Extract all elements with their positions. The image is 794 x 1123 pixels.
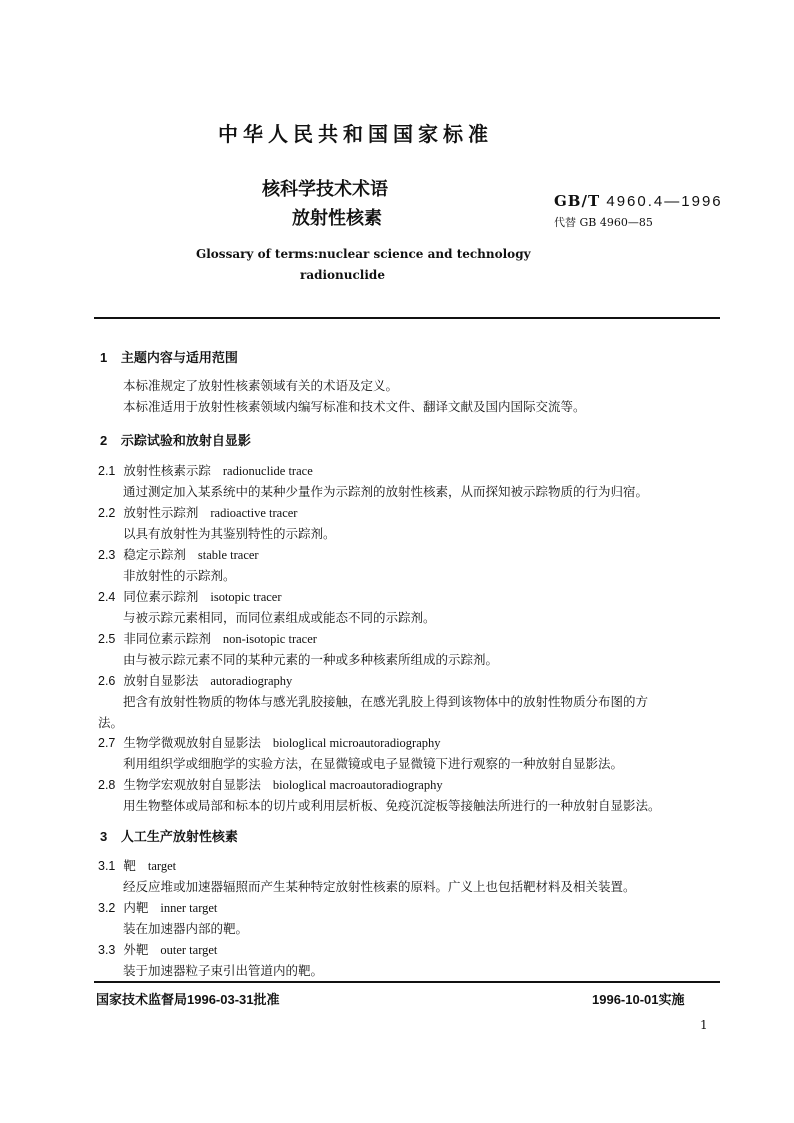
section-heading [100,826,238,845]
approval-org: 国家技术监督局 [96,993,188,1008]
term-cn: 内靶 [123,900,149,915]
standard-number-value: 4960.4—1996 [606,193,723,210]
approval-date: 1996-03-31 [187,992,254,1007]
section-number: 3 [100,829,108,844]
term-en: biologlical microautoradiography [272,736,441,750]
section-number: 2 [100,433,108,448]
replaces-note: 代替 GB 4960—85 [554,216,653,229]
term-en: stable tracer [197,548,259,562]
term-number: 3.3 [98,943,116,957]
standard-subtitle-en: radionuclide [300,268,385,282]
term-number: 3.2 [98,901,116,915]
term-number: 2.4 [98,590,116,604]
section-title: 示踪试验和放射自显影 [120,434,251,449]
term-cn: 放射性示踪剂 [123,505,199,520]
term-en: inner target [160,901,218,915]
paragraph: 本标准规定了放射性核素领域有关的术语及定义。 [123,378,399,393]
term-en: isotopic tracer [210,590,282,604]
section-title: 人工生产放射性核素 [120,830,238,845]
term-definition-continued: 法。 [98,715,124,730]
term-entry [98,461,313,479]
effective-statement [592,989,685,1008]
term-cn: 放射性核素示踪 [123,463,211,478]
term-definition: 把含有放射性物质的物体与感光乳胶接触，在感光乳胶上得到该物体中的放射性物质分布图的方 [123,694,649,709]
page-number: 1 [700,1018,708,1032]
standard-title-cn: 核科学技术术语 [262,179,388,200]
term-cn: 靶 [123,858,136,873]
term-en: non-isotopic tracer [222,632,317,646]
term-cn: 生物学微观放射自显影法 [123,735,261,750]
footer-divider [94,981,720,983]
term-cn: 非同位素示踪剂 [123,631,211,646]
term-number: 2.5 [98,632,116,646]
approval-statement [96,989,280,1008]
term-cn: 生物学宏观放射自显影法 [123,777,261,792]
paragraph: 本标准适用于放射性核素领域内编写标准和技术文件、翻译文献及国内国际交流等。 [123,399,586,414]
term-definition: 以具有放射性为其鉴别特性的示踪剂。 [123,526,336,541]
term-cn: 放射自显影法 [123,673,199,688]
term-en: target [147,859,177,873]
term-definition: 通过测定加入某系统中的某种少量作为示踪剂的放射性核素，从而探知被示踪物质的行为归宿。 [123,484,649,499]
term-en: radioactive tracer [210,506,298,520]
term-entry [98,775,443,793]
term-entry [98,545,259,563]
effective-label: 实施 [658,993,685,1008]
standard-prefix: GB/T [554,192,601,210]
effective-date: 1996-10-01 [592,992,659,1007]
approval-label: 批准 [253,993,280,1008]
term-number: 2.6 [98,674,116,688]
section-heading [100,347,238,366]
standard-number [554,192,723,210]
term-en: radionuclide trace [222,464,313,478]
term-cn: 外靶 [123,942,149,957]
term-number: 2.2 [98,506,116,520]
section-title: 主题内容与适用范围 [120,351,238,366]
term-definition: 经反应堆或加速器辐照而产生某种特定放射性核素的原料。广义上也包括靶材料及相关装置。 [123,879,636,894]
term-entry [98,587,282,605]
term-entry [98,629,317,647]
standard-subtitle-cn: 放射性核素 [292,208,382,229]
term-entry [98,856,176,874]
standard-title-en: Glossary of terms:nuclear science and technology [196,247,531,261]
term-cn: 同位素示踪剂 [123,589,199,604]
term-number: 3.1 [98,859,116,873]
term-en: autoradiography [210,674,293,688]
term-en: biologlical macroautoradiography [272,778,443,792]
term-definition: 非放射性的示踪剂。 [123,568,236,583]
section-heading [100,430,251,449]
term-definition: 利用组织学或细胞学的实验方法，在显微镜或电子显微镜下进行观察的一种放射自显影法。 [123,756,624,771]
term-number: 2.7 [98,736,116,750]
term-entry [98,503,297,521]
header-divider [94,317,720,319]
term-entry [98,898,217,916]
term-definition: 装在加速器内部的靶。 [123,921,249,936]
term-definition: 由与被示踪元素不同的某种元素的一种或多种核素所组成的示踪剂。 [123,652,499,667]
term-entry [98,671,292,689]
issuing-authority: 中华人民共和国国家标准 [218,122,493,146]
term-en: outer target [160,943,218,957]
term-number: 2.1 [98,464,116,478]
section-number: 1 [100,350,108,365]
term-entry [98,940,217,958]
term-entry [98,733,441,751]
term-definition: 用生物整体或局部和标本的切片或利用层析板、免疫沉淀板等接触法所进行的一种放射自显影法。 [123,798,661,813]
term-cn: 稳定示踪剂 [123,547,186,562]
term-number: 2.3 [98,548,116,562]
term-definition: 与被示踪元素相同，而同位素组成或能态不同的示踪剂。 [123,610,436,625]
term-definition: 装于加速器粒子束引出管道内的靶。 [123,963,324,978]
term-number: 2.8 [98,778,116,792]
